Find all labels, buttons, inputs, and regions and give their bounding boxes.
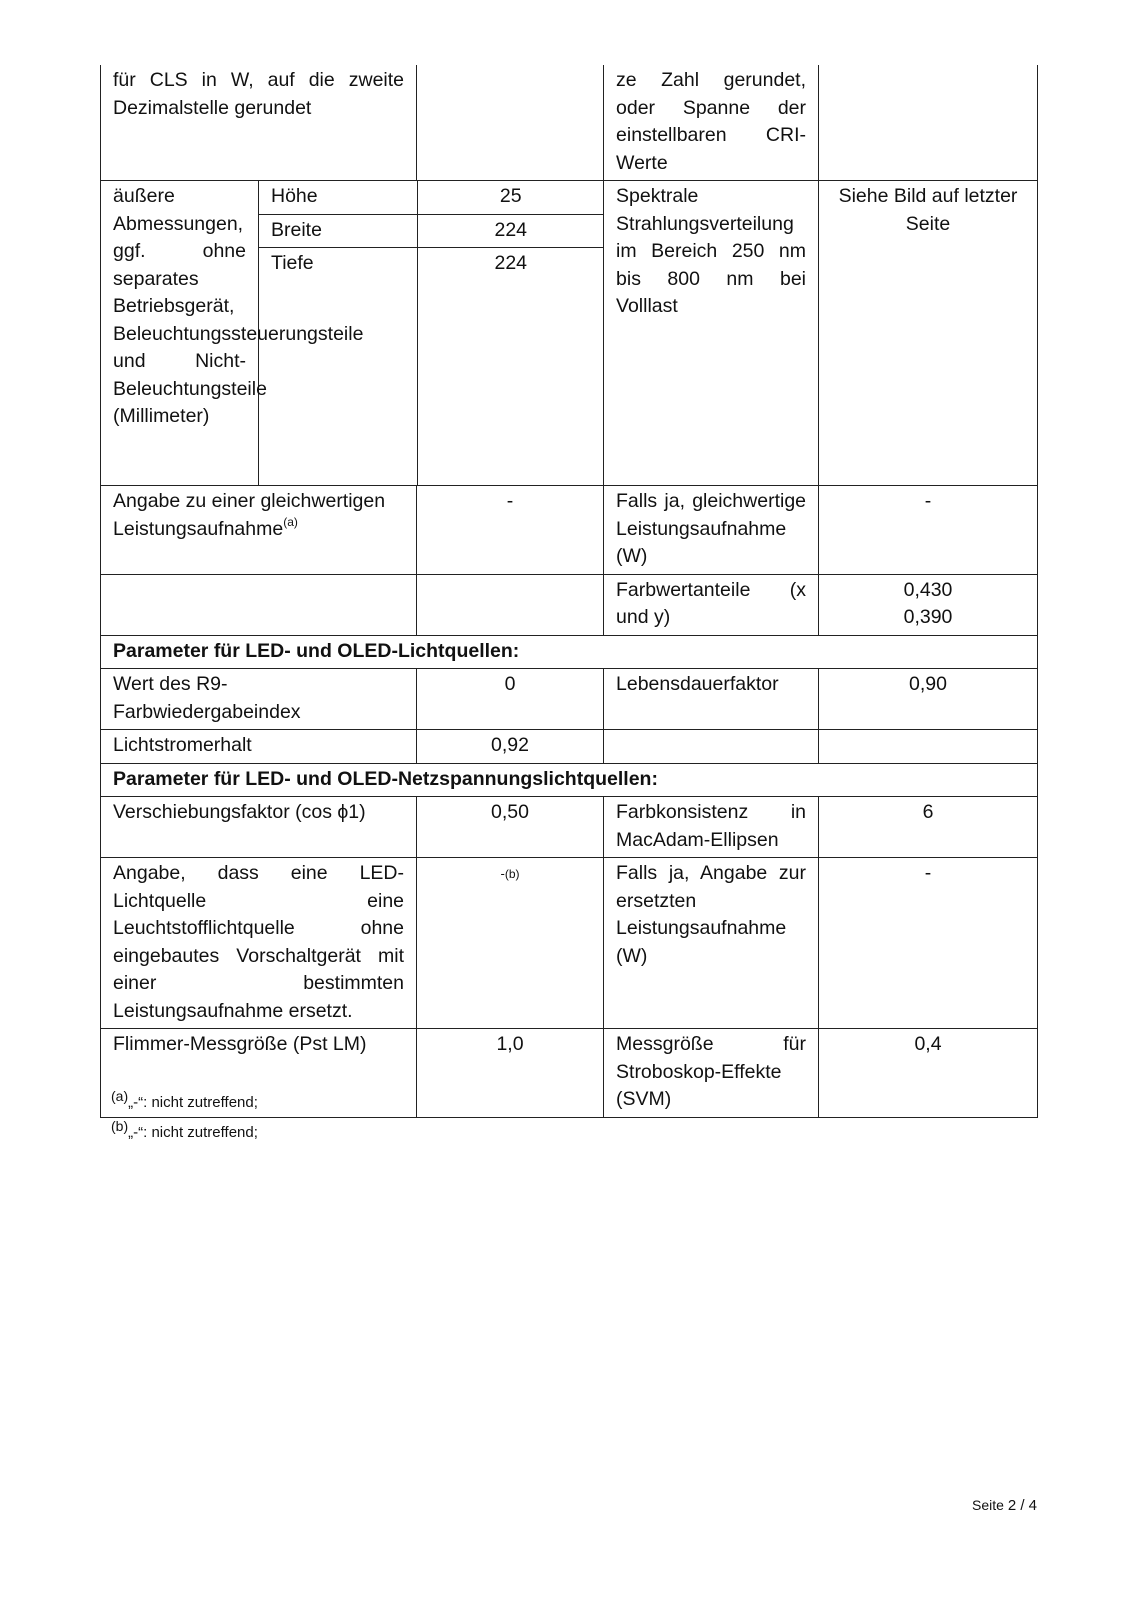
cri-value bbox=[819, 65, 1038, 181]
chromaticity-x: 0,430 bbox=[903, 578, 953, 601]
table-row bbox=[101, 763, 1038, 797]
chromaticity-value bbox=[819, 574, 1038, 635]
height-value: 25 bbox=[417, 181, 604, 214]
width-label: Breite bbox=[259, 214, 417, 248]
depth-value: 224 bbox=[494, 252, 528, 274]
footnote-text-a: „-“: nicht zutreffend; bbox=[128, 1094, 258, 1111]
footnote-mark-b: (b) bbox=[111, 1118, 129, 1134]
cls-value bbox=[417, 65, 604, 181]
equivalent-watts-value: - bbox=[819, 486, 1038, 575]
replaced-power-value: - bbox=[819, 858, 1038, 1029]
spec-table bbox=[100, 65, 1038, 1118]
chromaticity-label: Farbwertanteile (x und y) bbox=[604, 574, 819, 635]
lifetime-factor-label: Lebensdauerfaktor bbox=[604, 669, 819, 730]
flux-maintenance-label: Lichtstromerhalt bbox=[101, 730, 417, 764]
color-consistency-label: Farbkonsistenz in MacAdam-Ellipsen bbox=[604, 797, 819, 858]
width-value: 224 bbox=[417, 214, 604, 248]
table-row bbox=[101, 65, 1038, 181]
cls-label: für CLS in W, auf die zweite Dezimalstelle gerundet bbox=[101, 65, 417, 181]
depth-label: Tiefe bbox=[259, 248, 417, 486]
color-consistency-value: 6 bbox=[819, 797, 1038, 858]
section-heading-mains: Parameter für LED- und OLED-Netzspannungslichtquellen: bbox=[101, 763, 1038, 797]
height-label: Höhe bbox=[259, 181, 417, 214]
equivalent-power-value: - bbox=[417, 486, 604, 575]
footnote-a bbox=[111, 1088, 258, 1118]
replaced-power-label: Falls ja, Angabe zur ersetzten Leistungsaufnahme (W) bbox=[604, 858, 819, 1029]
dimension-row bbox=[259, 248, 604, 486]
r9-value: 0 bbox=[417, 669, 604, 730]
dimensions-label: äußere Abmessungen, ggf. ohne separates Betriebsgerät, Beleuchtungssteuerungsteile und Nicht-Beleuchtungsteile (Millimeter) bbox=[101, 181, 259, 486]
table-row bbox=[101, 574, 1038, 635]
empty-cell bbox=[101, 574, 417, 635]
r9-label: Wert des R9-Farbwiedergabeindex bbox=[101, 669, 417, 730]
table-row bbox=[101, 181, 1038, 486]
spectral-label: Spektrale Strahlungsverteilung im Bereich 250 nm bis 800 nm bei Volllast bbox=[604, 181, 819, 486]
led-replacement-dash: - bbox=[500, 866, 505, 881]
equivalent-watts-label: Falls ja, gleichwertige Leistungsaufnahme (W) bbox=[604, 486, 819, 575]
flicker-label: Flimmer-Messgröße (Pst LM) bbox=[101, 1029, 417, 1118]
stroboscopic-label: Messgröße für Stroboskop-Effekte (SVM) bbox=[604, 1029, 819, 1118]
displacement-factor-label: Verschiebungsfaktor (cos ϕ1) bbox=[101, 797, 417, 858]
page-label: Seite bbox=[972, 1497, 1004, 1513]
spectral-value: Siehe Bild auf letzter Seite bbox=[819, 181, 1038, 486]
equivalent-power-text: Angabe zu einer gleichwertigen Leistungsaufnahme bbox=[113, 490, 386, 540]
empty-cell bbox=[417, 574, 604, 635]
led-replacement-value bbox=[417, 858, 604, 1029]
dimension-row bbox=[259, 214, 604, 248]
section-heading-led: Parameter für LED- und OLED-Lichtquellen: bbox=[101, 635, 1038, 669]
footnote-ref-b: (b) bbox=[504, 867, 520, 881]
table-row bbox=[101, 730, 1038, 764]
cri-label: ze Zahl gerundet, oder Spanne der einstellbaren CRI-Werte bbox=[604, 65, 819, 181]
footnote-mark-a: (a) bbox=[111, 1088, 129, 1104]
stroboscopic-value: 0,4 bbox=[819, 1029, 1038, 1118]
chromaticity-y: 0,390 bbox=[903, 606, 953, 628]
lifetime-factor-value: 0,90 bbox=[819, 669, 1038, 730]
table-row bbox=[101, 669, 1038, 730]
displacement-factor-value: 0,50 bbox=[417, 797, 604, 858]
footnotes bbox=[111, 1088, 258, 1148]
empty-cell bbox=[819, 730, 1038, 764]
flux-maintenance-value: 0,92 bbox=[417, 730, 604, 764]
page-footer bbox=[972, 1497, 1037, 1514]
table-row bbox=[101, 486, 1038, 575]
led-replacement-label: Angabe, dass eine LED-Lichtquelle eine Leuchtstofflichtquelle ohne eingebautes Vorschaltgerät mit einer bestimmten Leistungsaufnahme ersetzt. bbox=[101, 858, 417, 1029]
equivalent-power-label bbox=[101, 486, 417, 575]
footnote-text-b: „-“: nicht zutreffend; bbox=[128, 1124, 258, 1141]
dimension-row bbox=[259, 181, 604, 214]
empty-cell bbox=[604, 730, 819, 764]
footnote-ref-a: (a) bbox=[283, 514, 298, 529]
table-row bbox=[101, 858, 1038, 1029]
table-row bbox=[101, 797, 1038, 858]
footnote-b bbox=[111, 1118, 258, 1148]
flicker-value: 1,0 bbox=[417, 1029, 604, 1118]
page-number: 2 / 4 bbox=[1007, 1497, 1037, 1514]
table-row bbox=[101, 635, 1038, 669]
